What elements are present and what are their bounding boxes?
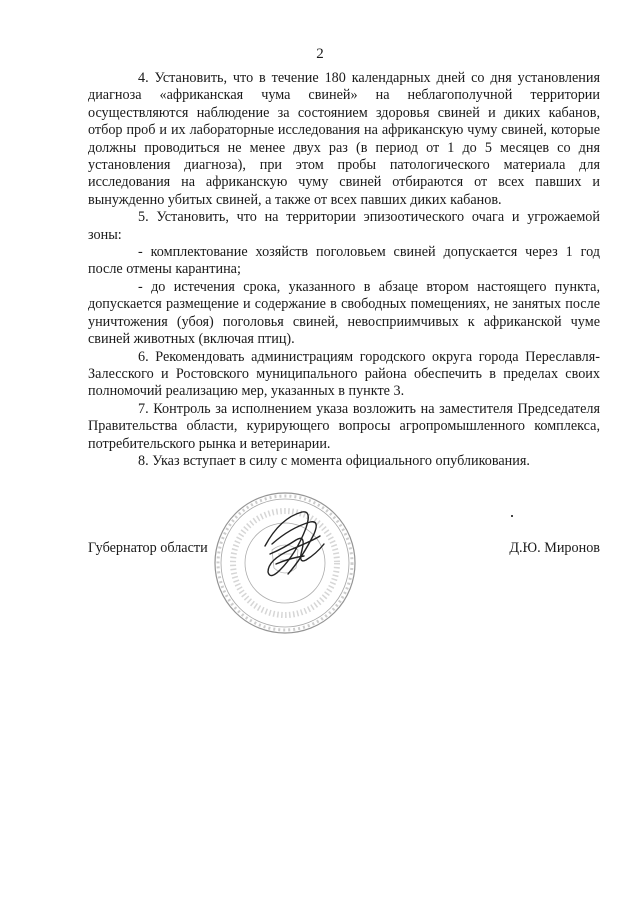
paragraph-item-5-sub-2: - до истечения срока, указанного в абзаце втором настоящего пункта, допускается размещение и содержание в свободных помещениях, не занятых после уничтожения (убоя) поголовья свиней, невосприимчивых к африканской чуме свиней животных (включая птиц). [88,278,600,348]
paragraph-item-6: 6. Рекомендовать администрациям городского округа города Переславля-Залесского и Ростовского муниципального района обеспечить в пределах своих полномочий реализацию мер, указанных в пункте 3. [88,348,600,400]
official-seal-icon [210,488,360,638]
decree-body [88,70,600,470]
signer-title: Губернатор области [88,540,208,556]
signer-name: Д.Ю. Миронов [509,540,600,556]
paragraph-item-5-sub-1: - комплектование хозяйств поголовьем свиней допускается через 1 год после отмены карантина; [88,244,600,278]
stray-mark [511,515,513,517]
page-number: 2 [316,46,324,62]
paragraph-item-5: 5. Установить, что на территории эпизоотического очага и угрожаемой зоны: [88,209,600,243]
paragraph-item-8: 8. Указ вступает в силу с момента официального опубликования. [138,452,530,469]
paragraph-item-4: 4. Установить, что в течение 180 календарных дней со дня установления диагноза «африканская чума свиней» на неблагополучной территории осуществляются наблюдение за состоянием здоровья свиней и диких кабанов, отбор проб и их лабораторные исследования на африканскую чуму свиней, которые должны проводиться не менее двух раз (в период от 1 до 5 месяцев со дня установления диагноза), при этом пробы патологического материала для исследования на африканскую чуму свиней отбираются от всех павших и вынужденно убитых свиней, а также от всех павших диких кабанов. [88,70,600,208]
paragraph-item-7: 7. Контроль за исполнением указа возложить на заместителя Председателя Правительства области, курирующего вопросы агропромышленного комплекса, потребительского рынка и ветеринарии. [88,400,600,452]
